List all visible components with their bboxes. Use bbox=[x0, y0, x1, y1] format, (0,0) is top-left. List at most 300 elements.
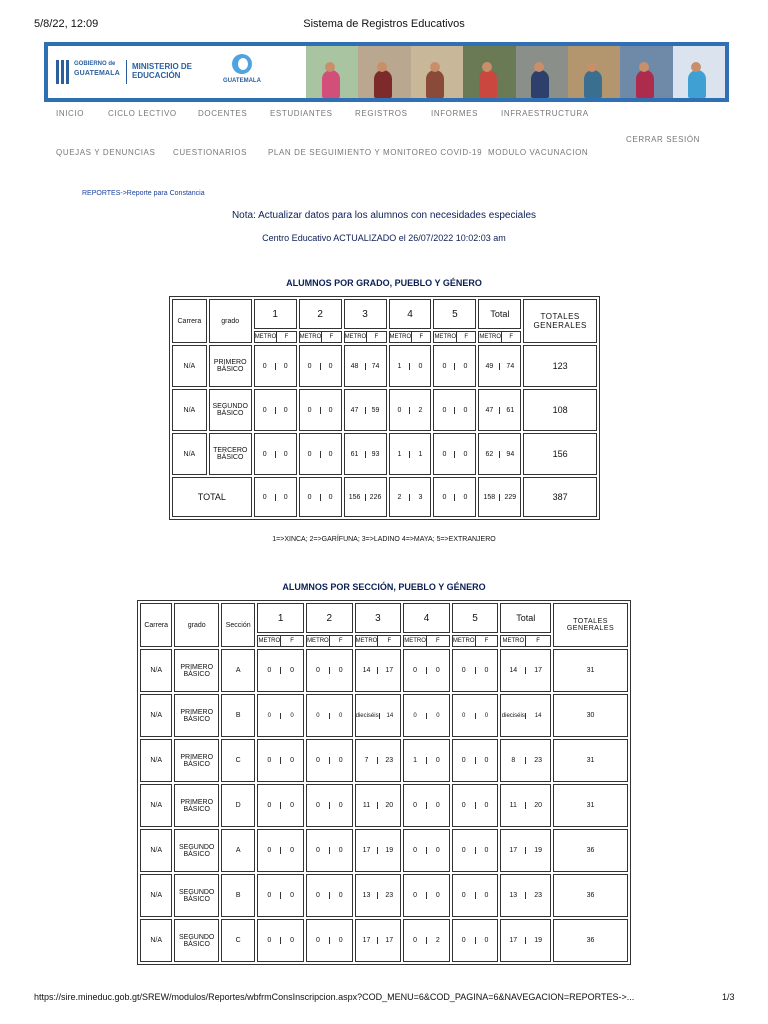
value-pair bbox=[453, 802, 498, 809]
nav-estudiantes[interactable]: ESTUDIANTES bbox=[270, 109, 333, 118]
f-value: 17 bbox=[377, 937, 400, 944]
value-pair bbox=[501, 892, 550, 899]
subheader-metro: METRO bbox=[299, 334, 322, 340]
value-pair bbox=[307, 937, 352, 944]
metro-value: 0 bbox=[397, 406, 402, 414]
row-total-cell: 36 bbox=[553, 874, 628, 917]
f-value: 0 bbox=[426, 713, 449, 719]
gobierno-logo: GOBIERNO de GUATEMALA bbox=[56, 58, 120, 86]
value-pair-cell bbox=[452, 694, 499, 737]
metro-value: 0 bbox=[413, 937, 418, 944]
value-pair bbox=[258, 667, 303, 674]
grado-cell: SEGUNDO BÁSICO bbox=[174, 829, 219, 872]
value-pair bbox=[258, 802, 303, 809]
f-value: 0 bbox=[409, 363, 430, 370]
header-seccion: Sección bbox=[221, 603, 255, 647]
value-pair-cell bbox=[355, 919, 402, 962]
value-pair bbox=[356, 847, 401, 854]
value-pair bbox=[404, 802, 449, 809]
header-group-2: 2 bbox=[299, 299, 342, 329]
value-pair bbox=[434, 363, 475, 370]
carrera-cell: N/A bbox=[140, 694, 172, 737]
value-pair bbox=[345, 363, 386, 370]
f-value: 0 bbox=[454, 407, 475, 414]
header-group-4: 4 bbox=[403, 603, 450, 633]
value-pair bbox=[356, 892, 401, 899]
metro-value: 0 bbox=[262, 450, 267, 458]
subheader-f: F bbox=[426, 636, 449, 646]
metro-value: 0 bbox=[307, 450, 312, 458]
value-pair bbox=[501, 757, 550, 764]
seccion-cell: A bbox=[221, 829, 255, 872]
metro-value: 0 bbox=[461, 937, 466, 944]
value-pair-cell bbox=[344, 433, 387, 475]
metro-value: 0 bbox=[307, 493, 312, 501]
f-value: 0 bbox=[475, 847, 498, 854]
value-pair bbox=[453, 937, 498, 944]
value-pair-cell bbox=[257, 694, 304, 737]
value-pair bbox=[404, 757, 449, 764]
carrera-cell: N/A bbox=[140, 739, 172, 782]
total-row bbox=[172, 477, 597, 517]
subheader-pair bbox=[403, 635, 450, 647]
row-total-cell: 30 bbox=[553, 694, 628, 737]
subheader-f: F bbox=[280, 636, 303, 646]
subheader-pair bbox=[306, 635, 353, 647]
print-header bbox=[0, 0, 768, 30]
value-pair-cell bbox=[478, 345, 521, 387]
row-total-cell: 123 bbox=[523, 345, 597, 387]
f-value: 1 bbox=[409, 451, 430, 458]
metro-value: 0 bbox=[267, 667, 272, 674]
nav-docentes[interactable]: DOCENTES bbox=[198, 109, 248, 118]
value-pair bbox=[434, 407, 475, 414]
carrera-cell: N/A bbox=[172, 389, 207, 431]
carrera-cell: N/A bbox=[140, 829, 172, 872]
subheader-f: F bbox=[525, 636, 550, 646]
subheader-pair bbox=[433, 331, 476, 343]
note-text: Nota: Actualizar datos para los alumnos con necesidades especiales bbox=[231, 210, 537, 221]
f-value: 0 bbox=[275, 494, 296, 501]
f-value: 0 bbox=[426, 757, 449, 764]
value-pair bbox=[258, 847, 303, 854]
row-total-cell: 156 bbox=[523, 433, 597, 475]
f-value: 14 bbox=[525, 713, 550, 719]
f-value: 0 bbox=[275, 407, 296, 414]
value-pair-cell bbox=[306, 739, 353, 782]
value-pair-cell bbox=[452, 739, 499, 782]
f-value: 14 bbox=[379, 713, 401, 719]
total-label: TOTAL bbox=[172, 477, 252, 517]
value-pair bbox=[404, 892, 449, 899]
header-group-1: 1 bbox=[257, 603, 304, 633]
value-pair bbox=[345, 451, 386, 458]
value-pair-cell bbox=[500, 649, 551, 692]
value-pair bbox=[307, 892, 352, 899]
f-value: 23 bbox=[525, 757, 550, 764]
metro-value: 11 bbox=[509, 802, 517, 809]
header-carrera: Carrera bbox=[140, 603, 172, 647]
header-carrera: Carrera bbox=[172, 299, 207, 343]
value-pair-cell bbox=[257, 874, 304, 917]
section-table bbox=[137, 600, 631, 965]
subheader-metro: METRO bbox=[307, 638, 329, 644]
metro-value: 0 bbox=[315, 847, 320, 854]
value-pair bbox=[307, 713, 352, 719]
subheader-metro: METRO bbox=[258, 638, 281, 644]
value-pair-cell bbox=[355, 874, 402, 917]
f-value: 0 bbox=[426, 802, 449, 809]
f-value: 0 bbox=[280, 713, 303, 719]
value-pair-cell bbox=[344, 477, 387, 517]
value-pair-cell bbox=[306, 874, 353, 917]
value-pair bbox=[404, 667, 449, 674]
metro-value: 0 bbox=[316, 712, 320, 719]
value-pair-cell bbox=[478, 477, 521, 517]
metro-value: 0 bbox=[267, 937, 272, 944]
value-pair bbox=[356, 802, 401, 809]
value-pair-cell bbox=[452, 829, 499, 872]
metro-value: 0 bbox=[267, 712, 271, 719]
nav-inicio[interactable]: INICIO bbox=[56, 109, 85, 118]
header-group-1: 1 bbox=[254, 299, 297, 329]
f-value: 0 bbox=[280, 667, 303, 674]
nav-vacunacion[interactable]: MODULO VACUNACION bbox=[488, 148, 589, 157]
f-value: 0 bbox=[475, 892, 498, 899]
value-pair bbox=[345, 407, 386, 414]
subheader-f: F bbox=[321, 332, 340, 342]
nav-informes[interactable]: INFORMES bbox=[431, 109, 479, 118]
row-total-cell: 36 bbox=[553, 919, 628, 962]
value-pair bbox=[501, 847, 550, 854]
subheader-pair bbox=[355, 635, 402, 647]
table1-legend: 1=>XINCA; 2=>GARÍFUNA; 3=>LADINO 4=>MAYA; 5=>EXTRANJERO bbox=[272, 536, 496, 543]
f-value: 0 bbox=[475, 757, 498, 764]
f-value: 3 bbox=[409, 494, 430, 501]
table-row bbox=[140, 739, 628, 782]
f-value: 0 bbox=[329, 757, 352, 764]
grado-cell: PRIMERO BÁSICO bbox=[174, 694, 219, 737]
metro-value: 1 bbox=[413, 757, 418, 764]
metro-value: 61 bbox=[350, 450, 359, 458]
value-pair bbox=[345, 494, 386, 501]
value-pair bbox=[356, 757, 401, 764]
value-pair bbox=[258, 713, 303, 719]
f-value: 0 bbox=[320, 407, 341, 414]
value-pair-cell bbox=[355, 739, 402, 782]
value-pair-cell bbox=[306, 919, 353, 962]
table1-title: ALUMNOS POR GRADO, PUEBLO Y GÉNERO bbox=[286, 278, 482, 288]
metro-value: 156 bbox=[348, 493, 361, 501]
value-pair-cell bbox=[355, 829, 402, 872]
carrera-cell: N/A bbox=[140, 874, 172, 917]
table2-title: ALUMNOS POR SECCIÓN, PUEBLO Y GÉNERO bbox=[282, 582, 486, 592]
subheader-f: F bbox=[377, 636, 400, 646]
f-value: 0 bbox=[280, 802, 303, 809]
subheader-pair bbox=[500, 635, 551, 647]
subheader-pair bbox=[344, 331, 387, 343]
metro-value: dieciséis bbox=[501, 712, 525, 719]
header-grado: grado bbox=[174, 603, 219, 647]
value-pair bbox=[300, 494, 341, 501]
value-pair-cell bbox=[403, 784, 450, 827]
metro-value: 0 bbox=[315, 757, 320, 764]
value-pair-cell bbox=[403, 739, 450, 782]
value-pair-cell bbox=[299, 433, 342, 475]
value-pair-cell bbox=[403, 694, 450, 737]
table-row bbox=[140, 874, 628, 917]
value-pair-cell bbox=[389, 477, 432, 517]
f-value: 0 bbox=[475, 667, 498, 674]
print-date: 5/8/22, 12:09 bbox=[34, 18, 99, 30]
metro-value: 0 bbox=[442, 493, 447, 501]
f-value: 19 bbox=[525, 847, 550, 854]
subheader-f: F bbox=[276, 332, 295, 342]
ministerio-logo: MINISTERIO DE EDUCACIÓN bbox=[132, 62, 193, 80]
metro-value: 0 bbox=[262, 362, 267, 370]
value-pair bbox=[356, 937, 401, 944]
subheader-f: F bbox=[411, 332, 430, 342]
metro-value: 0 bbox=[461, 847, 466, 854]
value-pair-cell bbox=[452, 919, 499, 962]
carrera-cell: N/A bbox=[172, 345, 207, 387]
metro-value: 0 bbox=[462, 712, 466, 719]
value-pair-cell bbox=[344, 389, 387, 431]
seccion-cell: C bbox=[221, 919, 255, 962]
value-pair bbox=[258, 892, 303, 899]
nav-ciclo-lectivo[interactable]: CICLO LECTIVO bbox=[108, 109, 177, 118]
f-value: 0 bbox=[275, 363, 296, 370]
metro-value: 0 bbox=[413, 667, 418, 674]
value-pair-cell bbox=[500, 739, 551, 782]
value-pair-cell bbox=[433, 345, 476, 387]
print-title: Sistema de Registros Educativos bbox=[303, 18, 465, 30]
grade-table bbox=[169, 296, 600, 520]
f-value: 0 bbox=[280, 937, 303, 944]
f-value: 0 bbox=[329, 667, 352, 674]
carrera-cell: N/A bbox=[140, 919, 172, 962]
metro-value: 0 bbox=[413, 712, 417, 719]
subheader-metro: METRO bbox=[254, 334, 277, 340]
value-pair-cell bbox=[344, 345, 387, 387]
metro-value: 47 bbox=[485, 406, 494, 414]
value-pair-cell bbox=[257, 649, 304, 692]
value-pair bbox=[255, 407, 296, 414]
banner-photos bbox=[306, 46, 725, 98]
table-row bbox=[172, 389, 597, 431]
value-pair bbox=[404, 713, 449, 719]
row-total-cell: 108 bbox=[523, 389, 597, 431]
value-pair bbox=[307, 757, 352, 764]
value-pair-cell bbox=[500, 829, 551, 872]
subheader-f: F bbox=[501, 332, 520, 342]
value-pair-cell bbox=[306, 694, 353, 737]
metro-value: 0 bbox=[413, 802, 418, 809]
value-pair-cell bbox=[257, 739, 304, 782]
value-pair bbox=[453, 667, 498, 674]
seccion-cell: B bbox=[221, 694, 255, 737]
metro-value: 0 bbox=[413, 892, 418, 899]
metro-value: 0 bbox=[267, 802, 272, 809]
metro-value: 1 bbox=[397, 450, 402, 458]
f-value: 61 bbox=[499, 407, 520, 414]
f-value: 0 bbox=[329, 892, 352, 899]
value-pair-cell bbox=[433, 433, 476, 475]
f-value: 0 bbox=[426, 847, 449, 854]
value-pair bbox=[356, 713, 401, 719]
metro-value: 0 bbox=[267, 892, 272, 899]
header-group-2: 2 bbox=[306, 603, 353, 633]
header-group-4: 4 bbox=[389, 299, 432, 329]
table-row bbox=[140, 694, 628, 737]
f-value: 0 bbox=[329, 802, 352, 809]
value-pair-cell bbox=[257, 829, 304, 872]
value-pair bbox=[255, 494, 296, 501]
f-value: 0 bbox=[426, 892, 449, 899]
breadcrumb[interactable]: REPORTES->Reporte para Constancia bbox=[82, 190, 205, 197]
f-value: 20 bbox=[377, 802, 400, 809]
metro-value: 0 bbox=[442, 450, 447, 458]
row-total-cell: 36 bbox=[553, 829, 628, 872]
value-pair bbox=[501, 667, 550, 674]
value-pair-cell bbox=[254, 345, 297, 387]
grado-cell: SEGUNDO BÁSICO bbox=[174, 874, 219, 917]
value-pair-cell bbox=[299, 389, 342, 431]
f-value: 0 bbox=[329, 713, 352, 719]
header-group-total: Total bbox=[500, 603, 551, 633]
value-pair bbox=[501, 802, 550, 809]
f-value: 0 bbox=[275, 451, 296, 458]
f-value: 0 bbox=[320, 494, 341, 501]
footer-page-number: 1/3 bbox=[722, 992, 735, 1002]
f-value: 2 bbox=[409, 407, 430, 414]
grand-total-cell: 387 bbox=[523, 477, 597, 517]
value-pair bbox=[300, 451, 341, 458]
value-pair-cell bbox=[257, 919, 304, 962]
f-value: 2 bbox=[426, 937, 449, 944]
value-pair-cell bbox=[500, 919, 551, 962]
f-value: 94 bbox=[499, 451, 520, 458]
value-pair-cell bbox=[389, 389, 432, 431]
metro-value: 17 bbox=[362, 847, 371, 854]
f-value: 74 bbox=[499, 363, 520, 370]
table-row bbox=[140, 829, 628, 872]
f-value: 229 bbox=[499, 494, 520, 501]
metro-value: 17 bbox=[509, 937, 518, 944]
nav-cuestionarios[interactable]: CUESTIONARIOS bbox=[173, 148, 248, 157]
logout-link[interactable]: CERRAR SESIÓN bbox=[626, 135, 701, 144]
metro-value: 13 bbox=[509, 892, 518, 899]
value-pair bbox=[434, 494, 475, 501]
table-row bbox=[140, 649, 628, 692]
value-pair bbox=[390, 451, 431, 458]
subheader-f: F bbox=[366, 332, 385, 342]
nav-infraestructura[interactable]: INFRAESTRUCTURA bbox=[501, 109, 589, 118]
subheader-pair bbox=[389, 331, 432, 343]
grado-cell: PRIMERO BÁSICO bbox=[174, 784, 219, 827]
seccion-cell: D bbox=[221, 784, 255, 827]
value-pair-cell bbox=[500, 874, 551, 917]
subheader-f: F bbox=[475, 636, 498, 646]
value-pair bbox=[404, 937, 449, 944]
value-pair-cell bbox=[452, 784, 499, 827]
f-value: 0 bbox=[454, 363, 475, 370]
f-value: 19 bbox=[377, 847, 400, 854]
secondary-nav bbox=[0, 148, 768, 164]
metro-value: 0 bbox=[461, 892, 466, 899]
metro-value: 0 bbox=[461, 802, 466, 809]
value-pair bbox=[307, 802, 352, 809]
f-value: 0 bbox=[280, 757, 303, 764]
value-pair-cell bbox=[355, 649, 402, 692]
value-pair bbox=[258, 757, 303, 764]
f-value: 0 bbox=[320, 363, 341, 370]
metro-value: 0 bbox=[442, 406, 447, 414]
row-total-cell: 31 bbox=[553, 649, 628, 692]
metro-value: 158 bbox=[483, 493, 496, 501]
table-row bbox=[140, 919, 628, 962]
value-pair-cell bbox=[403, 649, 450, 692]
metro-value: 0 bbox=[262, 493, 267, 501]
metro-value: 17 bbox=[362, 937, 371, 944]
value-pair bbox=[479, 407, 520, 414]
value-pair bbox=[300, 407, 341, 414]
main-nav bbox=[0, 109, 768, 125]
grado-cell: TERCERO BÁSICO bbox=[209, 433, 252, 475]
f-value: 0 bbox=[426, 667, 449, 674]
metro-value: 0 bbox=[461, 667, 466, 674]
nav-quejas[interactable]: QUEJAS Y DENUNCIAS bbox=[56, 148, 156, 157]
value-pair bbox=[434, 451, 475, 458]
value-pair bbox=[453, 757, 498, 764]
header-grado: grado bbox=[209, 299, 252, 343]
header-group-3: 3 bbox=[344, 299, 387, 329]
subheader-f: F bbox=[456, 332, 475, 342]
metro-value: 0 bbox=[262, 406, 267, 414]
metro-value: 0 bbox=[442, 362, 447, 370]
metro-value: 49 bbox=[485, 362, 494, 370]
metro-value: 0 bbox=[267, 847, 272, 854]
footer-url: https://sire.mineduc.gob.gt/SREW/modulos/Reportes/wbfrmConsInscripcion.aspx?COD_MENU=6&COD_PAGINA=6&NAVEGACION=REPORTES->... bbox=[34, 992, 635, 1002]
grado-cell: PRIMERO BÁSICO bbox=[174, 739, 219, 782]
header-group-5: 5 bbox=[452, 603, 499, 633]
grado-cell: SEGUNDO BÁSICO bbox=[174, 919, 219, 962]
f-value: 17 bbox=[525, 667, 550, 674]
f-value: 93 bbox=[365, 451, 386, 458]
subheader-f: F bbox=[329, 636, 352, 646]
f-value: 0 bbox=[320, 451, 341, 458]
f-value: 17 bbox=[377, 667, 400, 674]
header-banner bbox=[44, 42, 729, 102]
subheader-pair bbox=[254, 331, 297, 343]
seccion-cell: B bbox=[221, 874, 255, 917]
metro-value: 0 bbox=[461, 757, 466, 764]
f-value: 0 bbox=[280, 847, 303, 854]
carrera-cell: N/A bbox=[140, 784, 172, 827]
nav-registros[interactable]: REGISTROS bbox=[355, 109, 408, 118]
f-value: 19 bbox=[525, 937, 550, 944]
value-pair-cell bbox=[299, 477, 342, 517]
value-pair-cell bbox=[254, 477, 297, 517]
nav-plan-covid[interactable]: PLAN DE SEGUIMIENTO Y MONITOREO COVID-19 bbox=[268, 148, 483, 157]
metro-value: 47 bbox=[350, 406, 359, 414]
metro-value: 0 bbox=[267, 757, 272, 764]
header-totales: TOTALES GENERALES bbox=[523, 299, 597, 343]
header-group-total: Total bbox=[478, 299, 521, 329]
value-pair-cell bbox=[403, 829, 450, 872]
header-totales: TOTALES GENERALES bbox=[553, 603, 628, 647]
metro-value: dieciséis bbox=[355, 712, 379, 719]
